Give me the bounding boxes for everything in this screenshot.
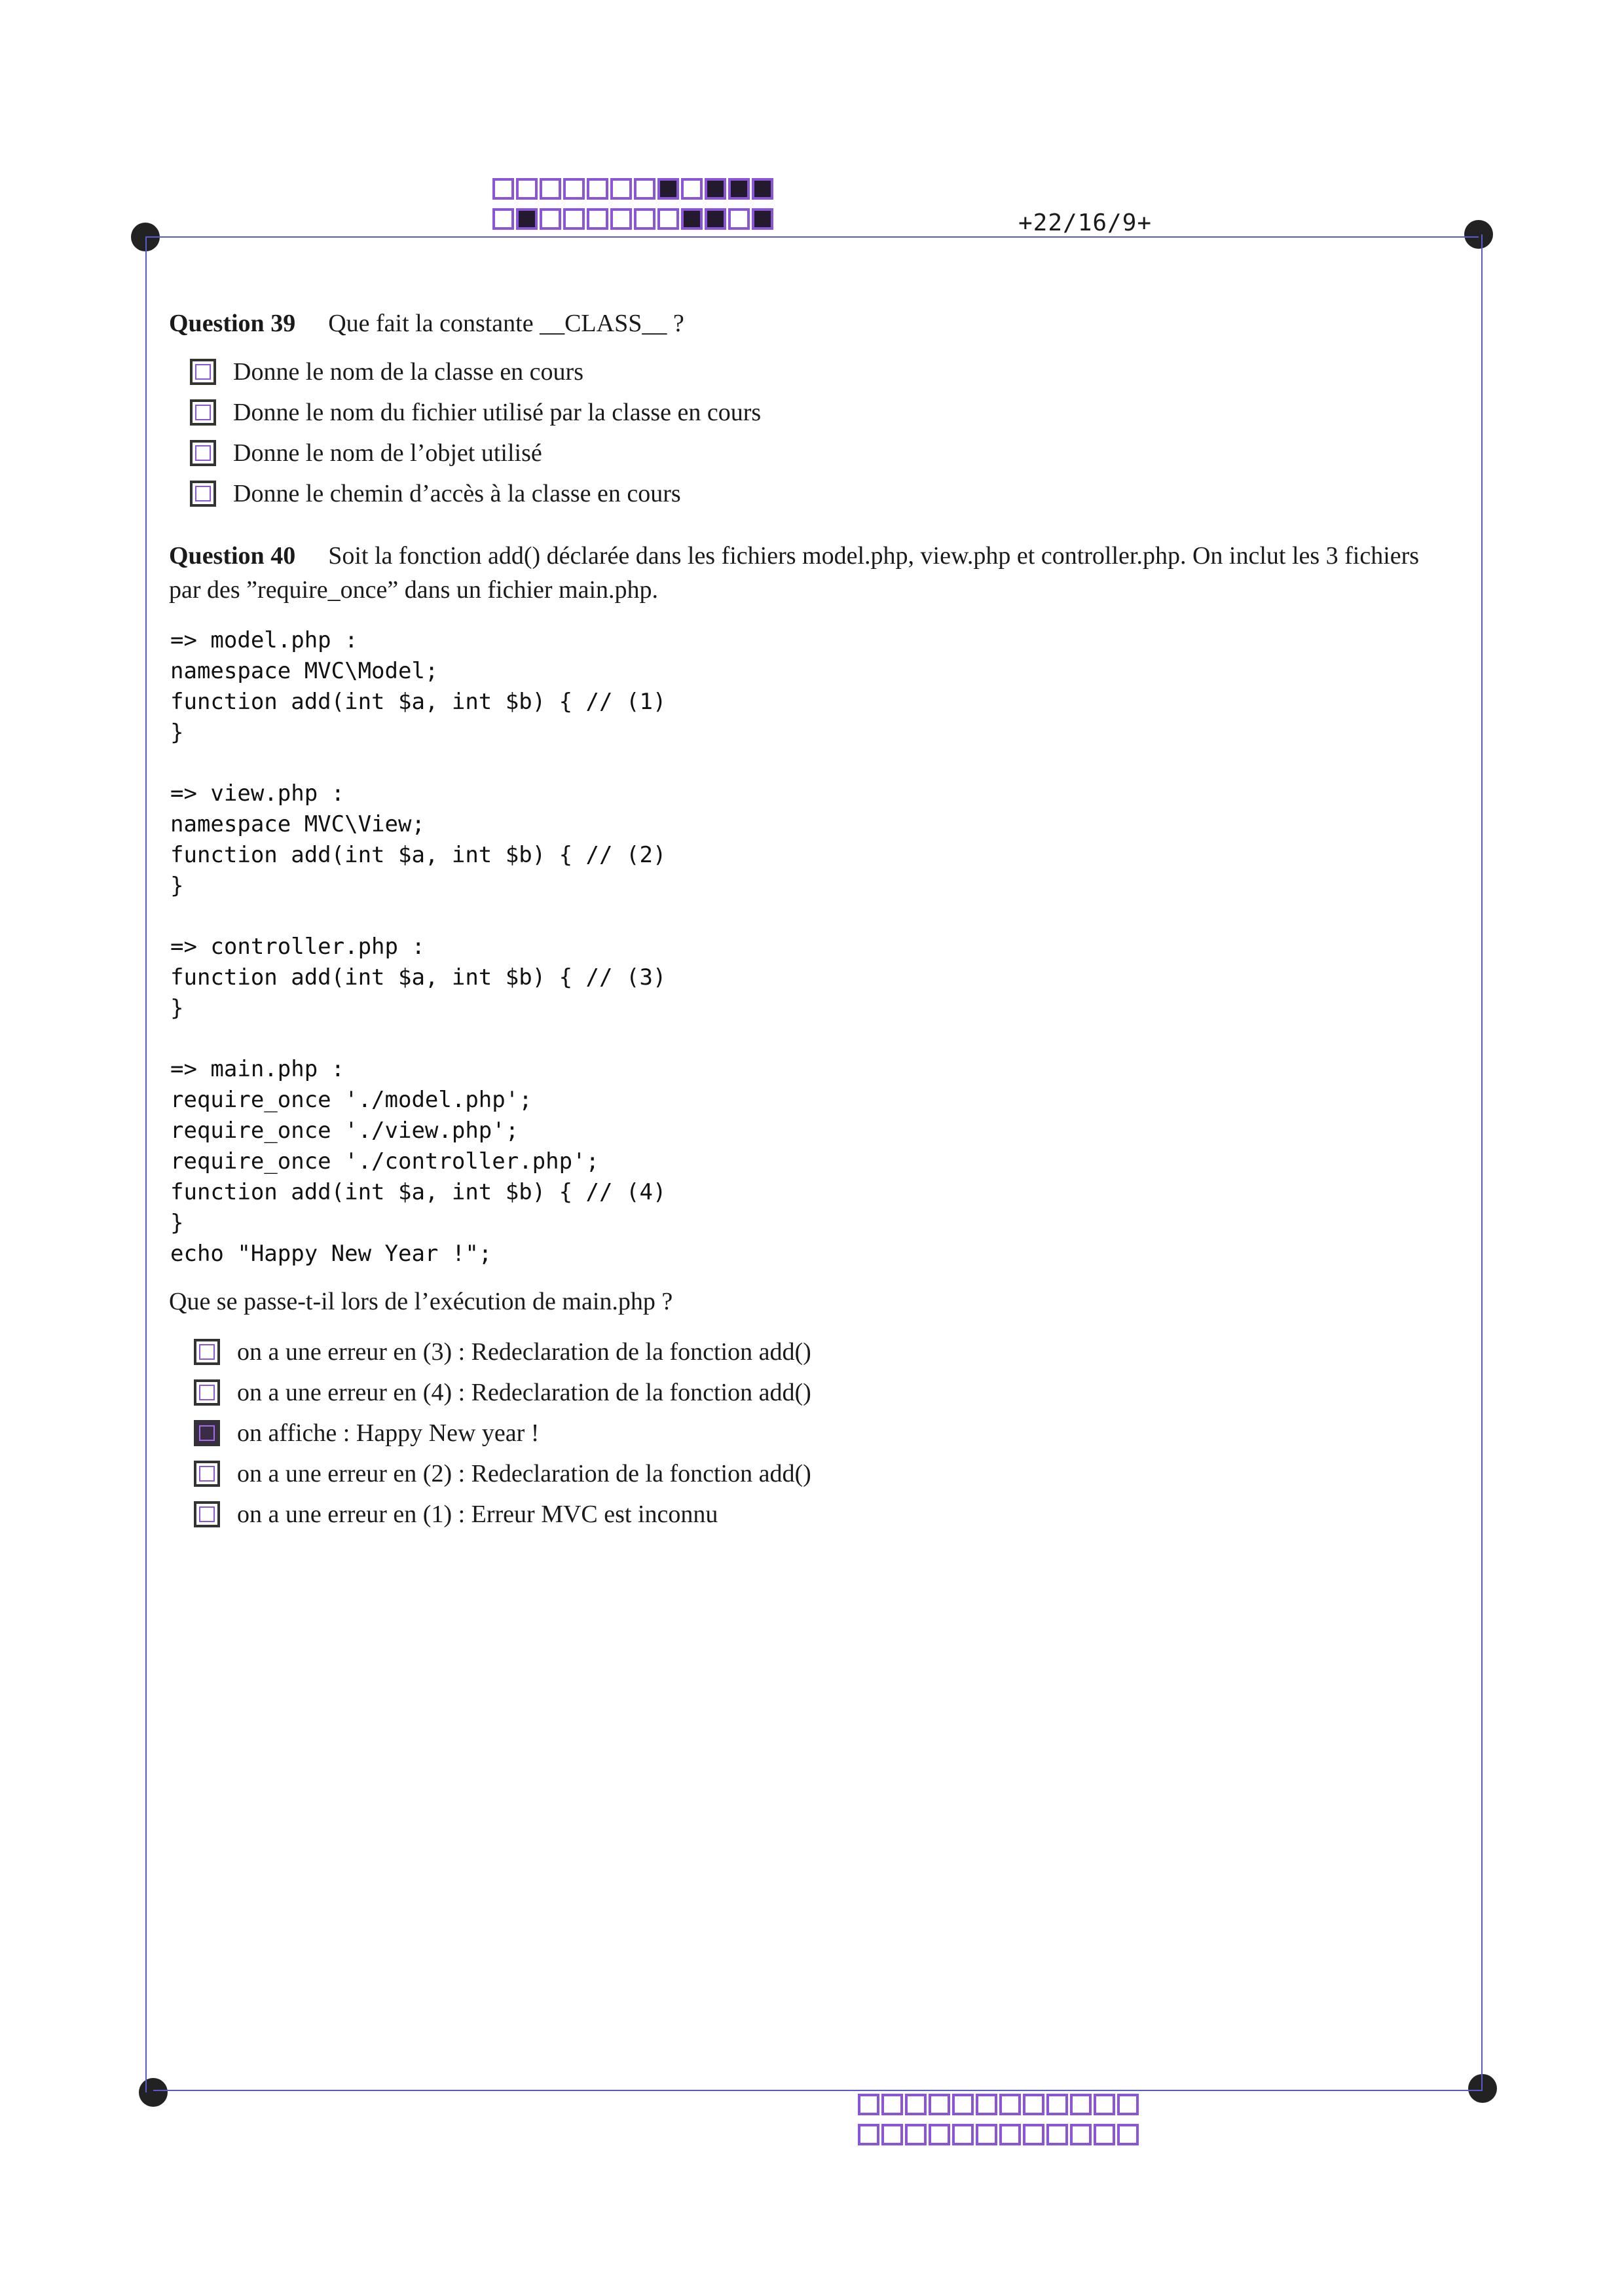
code-cell-empty [610, 208, 632, 230]
question-39-label: Question 39 [169, 310, 296, 337]
code-cell-empty [563, 178, 585, 200]
code-cell-empty [952, 2124, 974, 2145]
code-cell-empty [976, 2124, 997, 2145]
code-cell-empty [657, 208, 679, 230]
top-code-row-2 [492, 208, 775, 230]
code-main: => main.php : require_once './model.php'; require_once './view.php'; require_once './controller.php'; function add(int $a, int $b) { // (4) } echo "Happy New Year !"; [170, 1056, 667, 1267]
question-40-text-line2: par des ”require_once” dans un fichier main.php. [169, 576, 659, 604]
code-cell-empty [1094, 2124, 1115, 2145]
checkbox[interactable] [194, 1461, 220, 1487]
q40-option-2[interactable] [194, 1378, 811, 1407]
checkbox[interactable] [194, 1501, 220, 1527]
code-cell-empty [905, 2094, 927, 2115]
checkbox[interactable] [194, 1339, 220, 1365]
bottom-code-row-1 [858, 2094, 1141, 2115]
checkbox[interactable] [190, 440, 216, 466]
option-label: Donne le nom de l’objet utilisé [233, 439, 542, 467]
code-cell-empty [516, 178, 538, 200]
frame-bottom [153, 2090, 1483, 2091]
checkbox[interactable] [190, 399, 216, 426]
code-cell-empty [1046, 2094, 1068, 2115]
option-label: on a une erreur en (4) : Redeclaration de la fonction add() [237, 1379, 811, 1406]
q39-option-3[interactable] [190, 439, 542, 467]
code-cell-empty [1117, 2124, 1139, 2145]
option-label: on a une erreur en (2) : Redeclaration de la fonction add() [237, 1460, 811, 1487]
q39-option-4[interactable] [190, 479, 681, 508]
code-cell-empty [858, 2094, 879, 2115]
checkbox-checked[interactable] [194, 1420, 220, 1446]
checkbox[interactable] [194, 1379, 220, 1406]
code-cell-filled [752, 208, 773, 230]
q40-option-1[interactable] [194, 1338, 811, 1366]
option-label: on affiche : Happy New year ! [237, 1419, 540, 1447]
q39-option-2[interactable] [190, 398, 761, 427]
code-cell-empty [976, 2094, 997, 2115]
registration-dot-bottom-right [1468, 2074, 1497, 2103]
bottom-code-row-2 [858, 2124, 1141, 2145]
q40-option-5[interactable] [194, 1500, 718, 1529]
question-39-text: Que fait la constante __CLASS__ ? [328, 310, 684, 337]
code-cell-filled [705, 178, 726, 200]
frame-left [145, 237, 147, 2092]
code-cell-empty [540, 208, 561, 230]
code-cell-empty [492, 208, 514, 230]
code-cell-empty [929, 2124, 950, 2145]
code-view: => view.php : namespace MVC\View; function add(int $a, int $b) { // (2) } [170, 780, 667, 899]
code-cell-empty [881, 2094, 903, 2115]
code-cell-empty [610, 178, 632, 200]
checkbox[interactable] [190, 359, 216, 385]
code-cell-filled [516, 208, 538, 230]
registration-dot-top-right [1464, 220, 1493, 249]
code-cell-empty [634, 208, 655, 230]
code-cell-empty [681, 178, 703, 200]
code-cell-empty [1094, 2094, 1115, 2115]
registration-dot-bottom-left [139, 2078, 168, 2107]
code-cell-empty [858, 2124, 879, 2145]
question-40-header [169, 539, 1419, 573]
code-cell-empty [1070, 2094, 1092, 2115]
option-label: on a une erreur en (3) : Redeclaration de la fonction add() [237, 1338, 811, 1366]
option-label: on a une erreur en (1) : Erreur MVC est inconnu [237, 1501, 718, 1528]
q40-option-4[interactable] [194, 1459, 811, 1488]
code-cell-empty [1023, 2124, 1044, 2145]
question-39-header [169, 306, 684, 340]
option-label: Donne le nom de la classe en cours [233, 358, 583, 386]
code-cell-filled [657, 178, 679, 200]
code-cell-empty [929, 2094, 950, 2115]
code-controller: => controller.php : function add(int $a, int $b) { // (3) } [170, 934, 667, 1021]
code-cell-empty [587, 208, 608, 230]
code-cell-filled [705, 208, 726, 230]
checkbox[interactable] [190, 481, 216, 507]
code-cell-empty [492, 178, 514, 200]
frame-right [1481, 234, 1483, 2090]
q39-option-1[interactable] [190, 357, 583, 386]
code-cell-empty [587, 178, 608, 200]
code-cell-empty [1046, 2124, 1068, 2145]
code-cell-empty [540, 178, 561, 200]
code-cell-empty [952, 2094, 974, 2115]
page-id: +22/16/9+ [1018, 210, 1153, 236]
code-cell-empty [999, 2124, 1021, 2145]
code-cell-empty [728, 208, 750, 230]
code-cell-empty [1023, 2094, 1044, 2115]
code-cell-empty [1117, 2094, 1139, 2115]
code-cell-filled [728, 178, 750, 200]
question-40-text-line1: Soit la fonction add() déclarée dans les fichiers model.php, view.php et controller.php. On inclut les 3 fichiers [328, 542, 1420, 570]
question-40-label: Question 40 [169, 542, 296, 570]
q40-option-3[interactable] [194, 1419, 539, 1448]
code-cell-empty [1070, 2124, 1092, 2145]
option-label: Donne le chemin d’accès à la classe en cours [233, 480, 681, 507]
frame-top [145, 236, 1479, 238]
code-cell-empty [905, 2124, 927, 2145]
code-cell-filled [681, 208, 703, 230]
code-model: => model.php : namespace MVC\Model; function add(int $a, int $b) { // (1) } [170, 627, 667, 746]
code-cell-empty [563, 208, 585, 230]
question-40-prompt: Que se passe-t-il lors de l’exécution de main.php ? [169, 1288, 673, 1315]
code-cell-empty [999, 2094, 1021, 2115]
code-cell-filled [752, 178, 773, 200]
option-label: Donne le nom du fichier utilisé par la classe en cours [233, 399, 762, 426]
code-cell-empty [881, 2124, 903, 2145]
code-cell-empty [634, 178, 655, 200]
top-code-row-1 [492, 178, 775, 200]
